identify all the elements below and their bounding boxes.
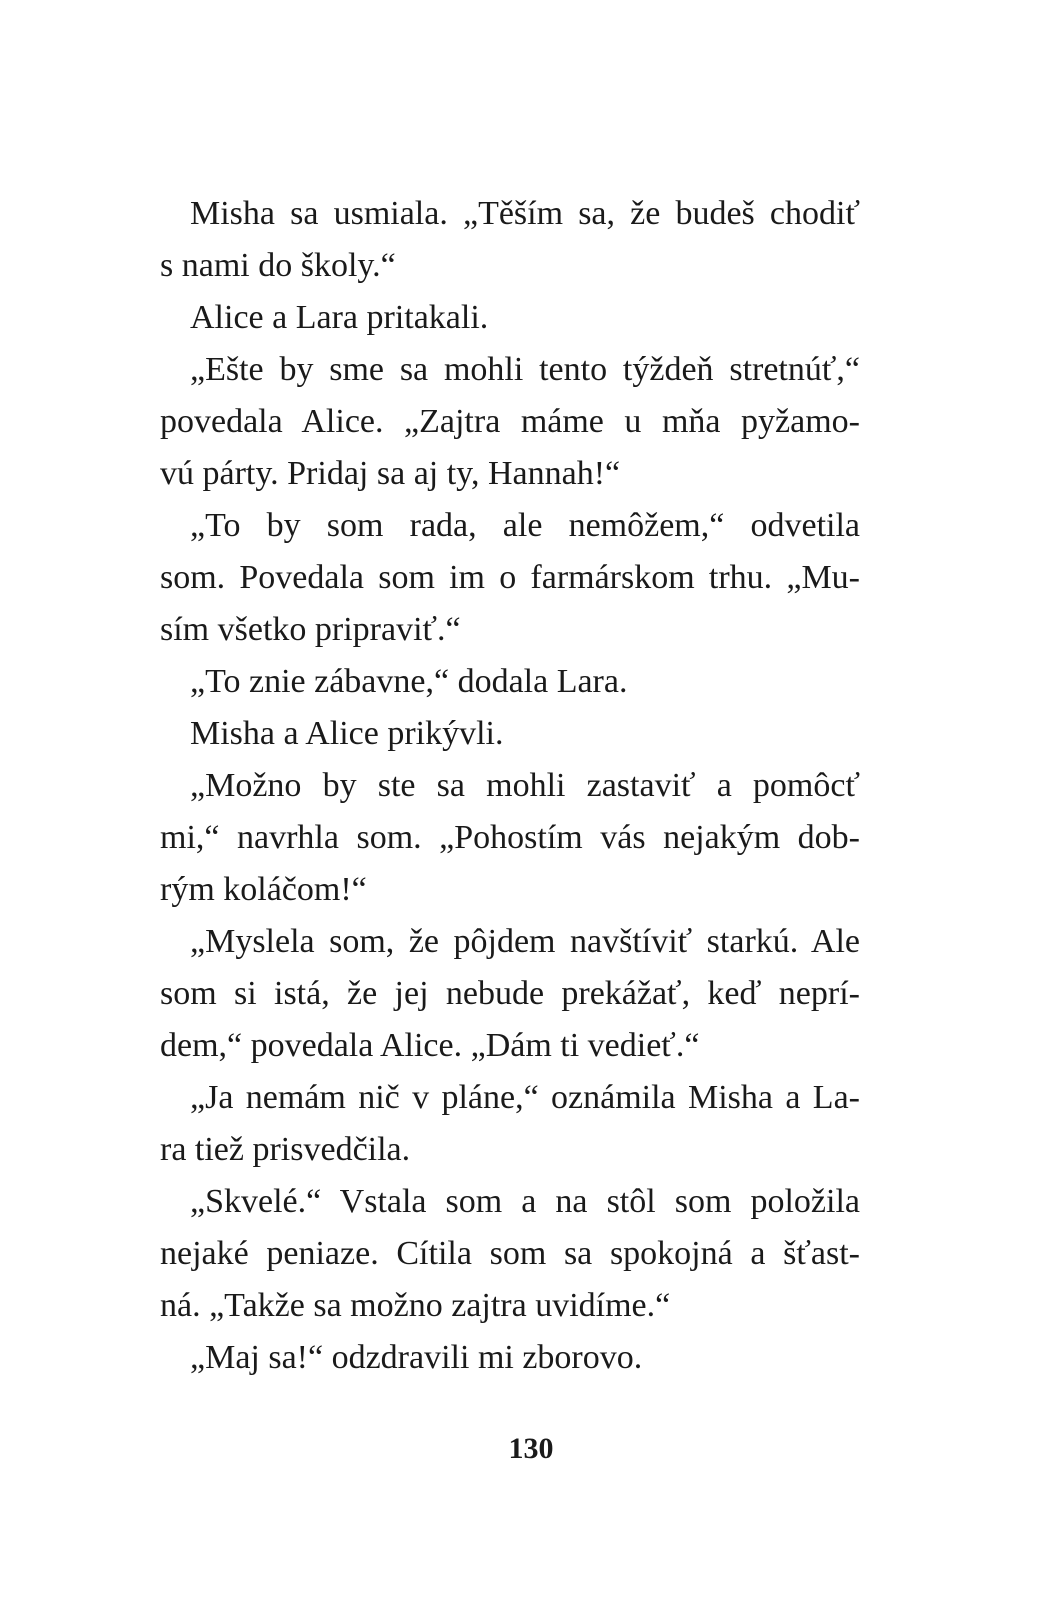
text-line: „Ja nemám nič v pláne,“ oznámila Misha a La- [190,1079,860,1116]
text-line: povedala Alice. „Zajtra máme u mňa pyžamo- [160,403,860,440]
text-line: nejaké peniaze. Cítila som sa spokojná a šťast- [160,1235,860,1272]
text-line: „To by som rada, ale nemôžem,“ odvetila [190,507,860,544]
text-line: Misha a Alice prikývli. [190,715,504,752]
text-line: „Možno by ste sa mohli zastaviť a pomôcť [190,767,860,804]
text-line: „To znie zábavne,“ dodala Lara. [190,663,628,700]
page-number: 130 [508,1432,554,1465]
text-line: rým koláčom!“ [160,871,367,908]
text-line: mi,“ navrhla som. „Pohostím vás nejakým dob- [160,819,860,856]
text-line: ná. „Takže sa možno zajtra uvidíme.“ [160,1287,671,1324]
body-text [160,188,860,1384]
text-line: Misha sa usmiala. „Těším sa, že budeš chodiť [190,195,860,232]
text-line: s nami do školy.“ [160,247,396,284]
text-line: „Maj sa!“ odzdravili mi zborovo. [190,1339,643,1376]
text-line: vú párty. Pridaj sa aj ty, Hannah!“ [160,455,621,492]
text-line: „Myslela som, že pôjdem navštíviť starkú. Ale [190,923,860,960]
text-line: ra tiež prisvedčila. [160,1131,411,1168]
text-line: Alice a Lara pritakali. [190,299,489,336]
text-line: som si istá, že jej nebude prekážať, keď neprí- [160,975,860,1012]
text-line: „Ešte by sme sa mohli tento týždeň stretnúť,“ [190,351,860,388]
text-line: sím všetko pripraviť.“ [160,611,461,648]
text-line: dem,“ povedala Alice. „Dám ti vedieť.“ [160,1027,700,1064]
text-line: „Skvelé.“ Vstala som a na stôl som položila [190,1183,860,1220]
text-line: som. Povedala som im o farmárskom trhu. „Mu- [160,559,860,596]
